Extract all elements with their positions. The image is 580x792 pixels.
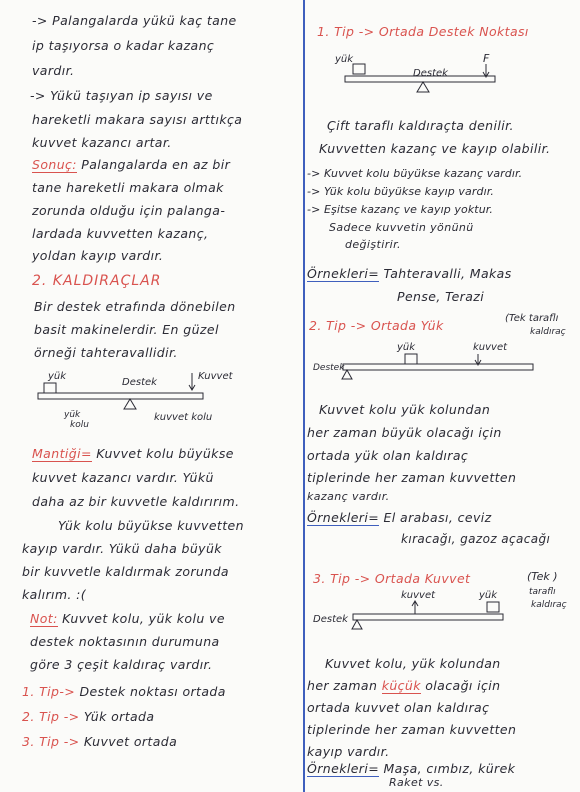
text-line: Kuvvet kolu yük kolundan [319, 402, 491, 417]
force-label: F [483, 52, 490, 65]
tip-2-note: (Tek taraflı [505, 313, 559, 324]
text-line: her zaman büyük olacağı için [307, 425, 502, 440]
tip-3-line [22, 734, 177, 749]
logic-line [32, 446, 234, 461]
text-line: Pense, Terazi [397, 289, 485, 304]
load-box [44, 383, 56, 393]
tip-2-label: 2. Tip -> [22, 709, 80, 724]
tip-3-note: taraflı [529, 587, 556, 597]
emphasized-word: küçük [381, 678, 421, 693]
tip-2-line [22, 709, 154, 724]
text-line: tane hareketli makara olmak [32, 180, 224, 195]
text-line: kazanç vardır. [307, 490, 390, 503]
tip-3-text: Kuvvet ortada [79, 734, 178, 749]
text-line: -> Palangalarda yükü kaç tane [32, 13, 237, 28]
text-line: -> Yükü taşıyan ip sayısı ve [30, 88, 213, 103]
text-line: ip taşıyorsa o kadar kazanç [32, 38, 215, 53]
tip-3-title: 3. Tip -> Ortada Kuvvet [313, 571, 471, 586]
load-box [487, 602, 499, 612]
text-line: Raket vs. [389, 776, 444, 789]
examples-label: Örnekleri= [307, 761, 380, 776]
examples-text: Tahteravalli, Makas [379, 266, 512, 281]
force-label: kuvvet [401, 590, 436, 601]
text-line: kuvvet kazancı vardır. Yükü [32, 470, 214, 485]
tip-3-diagram [313, 588, 523, 644]
lever-plank [353, 614, 503, 620]
load-label: yük [479, 590, 498, 601]
fulcrum-label: Destek [413, 68, 448, 79]
lever-plank [343, 364, 533, 370]
text-line: Çift taraflı kaldıraçta denilir. [327, 118, 514, 133]
logic-text: Kuvvet kolu büyükse [91, 446, 234, 461]
conclusion-text: Palangalarda en az bir [76, 157, 231, 172]
force-label: Kuvvet [198, 371, 233, 382]
column-divider [303, 0, 305, 792]
conclusion-line [32, 157, 230, 172]
fulcrum-label: Destek [313, 363, 345, 373]
text-line: vardır. [32, 63, 75, 78]
fulcrum-label: Destek [122, 377, 157, 388]
text-line: tiplerinde her zaman kuvvetten [307, 722, 517, 737]
lever-plank [38, 393, 203, 399]
fulcrum-triangle [352, 620, 362, 629]
conclusion-label: Sonuç: [32, 157, 77, 172]
text-line: kayıp vardır. [307, 744, 390, 759]
tip-2-examples [307, 510, 492, 525]
note-label: Not: [30, 611, 58, 626]
text-line: kıracağı, gazoz açacağı [401, 532, 551, 546]
text-segment: her zaman [307, 678, 382, 693]
text-line: ortada yük olan kaldıraç [307, 448, 469, 463]
tip-3-note: (Tek ) [527, 570, 558, 583]
tip-3-note: kaldıraç [531, 600, 567, 610]
load-box [353, 64, 365, 74]
tip-1-title: 1. Tip -> Ortada Destek Noktası [317, 24, 529, 39]
force-arm-label: kuvvet kolu [154, 412, 213, 423]
logic-label: Mantiği= [32, 446, 92, 461]
examples-label: Örnekleri= [307, 510, 380, 525]
text-line: daha az bir kuvvetle kaldırırım. [32, 494, 240, 509]
tip-1-diagram [333, 50, 523, 102]
list-item: değiştirir. [345, 238, 401, 251]
text-line: zorunda olduğu için palanga- [32, 203, 226, 218]
note-text: Kuvvet kolu, yük kolu ve [57, 611, 225, 626]
tip-3-examples [307, 761, 515, 776]
text-line: basit makinelerdir. En güzel [34, 322, 219, 337]
text-line: hareketli makara sayısı arttıkça [32, 112, 243, 127]
list-item: -> Yük kolu büyükse kayıp vardır. [307, 185, 494, 198]
text-line: ortada kuvvet olan kaldıraç [307, 700, 490, 715]
force-label: kuvvet [473, 342, 508, 353]
load-label: yük [335, 54, 354, 65]
text-line: örneği tahteravallidir. [34, 345, 178, 360]
text-line: Bir destek etrafında dönebilen [34, 299, 236, 314]
note-line [30, 611, 225, 626]
examples-label: Örnekleri= [307, 266, 380, 281]
load-box [405, 354, 417, 364]
text-line: kayıp vardır. Yükü daha büyük [22, 541, 222, 556]
list-item: -> Kuvvet kolu büyükse kazanç vardır. [307, 167, 523, 180]
tip-1-line [22, 684, 226, 699]
fulcrum-triangle [124, 399, 136, 409]
tip-2-note: kaldıraç [530, 327, 566, 337]
text-line: yoldan kayıp vardır. [32, 248, 164, 263]
load-arm-label: kolu [70, 420, 89, 430]
tip-2-text: Yük ortada [79, 709, 155, 724]
tip-3-label: 3. Tip -> [22, 734, 80, 749]
text-line: kuvvet kazancı artar. [32, 135, 172, 150]
text-line: lardada kuvvetten kazanç, [32, 226, 209, 241]
load-arm-label: yük [64, 410, 81, 420]
text-line: kalırım. :( [22, 587, 87, 602]
lever-diagram [30, 365, 280, 440]
tip-1-label: 1. Tip-> [22, 684, 76, 699]
text-line: göre 3 çeşit kaldıraç vardır. [30, 657, 213, 672]
text-line: Yük kolu büyükse kuvvetten [58, 518, 244, 533]
list-item: -> Eşitse kazanç ve kayıp yoktur. [307, 203, 494, 216]
list-item: Sadece kuvvetin yönünü [329, 221, 474, 234]
tip-2-title: 2. Tip -> Ortada Yük [309, 318, 444, 333]
text-line: bir kuvvetle kaldırmak zorunda [22, 564, 229, 579]
examples-text: Maşa, cımbız, kürek [379, 761, 516, 776]
section-title: 2. KALDIRAÇLAR [32, 273, 162, 289]
text-segment: olacağı için [420, 678, 501, 693]
fulcrum-label: Destek [313, 614, 348, 625]
tip-2-diagram [313, 338, 543, 388]
text-line: Kuvvet kolu, yük kolundan [325, 656, 501, 671]
tip-1-examples [307, 266, 512, 281]
text-line: tiplerinde her zaman kuvvetten [307, 470, 517, 485]
load-label: yük [397, 342, 416, 353]
fulcrum-triangle [417, 82, 429, 92]
load-label: yük [48, 371, 67, 382]
text-line: destek noktasının durumuna [30, 634, 220, 649]
text-line: Kuvvetten kazanç ve kayıp olabilir. [319, 141, 551, 156]
tip-1-text: Destek noktası ortada [75, 684, 226, 699]
tip-3-emphasis-line [307, 678, 501, 693]
examples-text: El arabası, ceviz [379, 510, 492, 525]
